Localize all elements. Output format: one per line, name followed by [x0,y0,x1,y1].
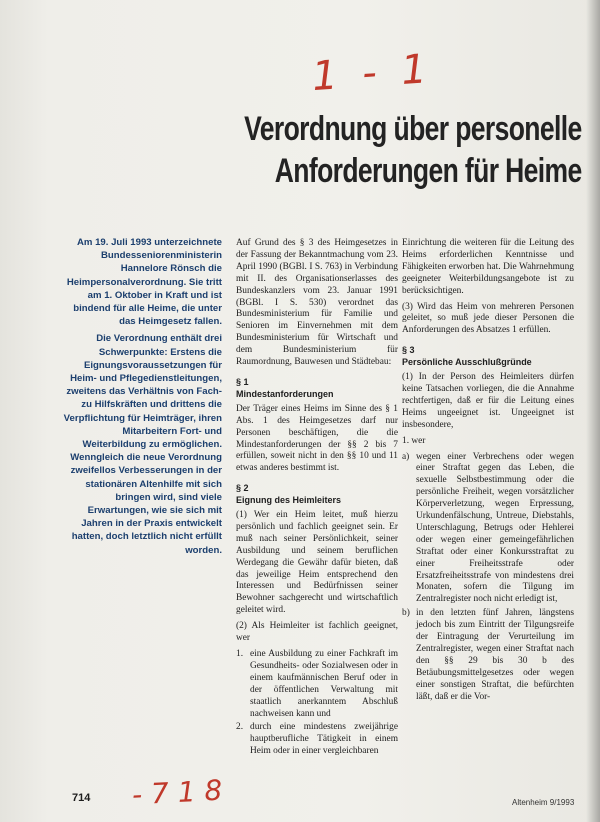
title-line-1: Verordnung über personelle [244,110,582,148]
list-item-text: eine Ausbildung zu einer Fachkraft im Gesundheits- oder Sozialwesen oder in einem kaufmännischen Beruf oder in der öffentlichen Verwaltung mit staatlich anerkanntem Abschluß nachweisen kann und [250,649,398,719]
list-item-marker: 2. [236,722,244,733]
section-3-heading [402,345,574,369]
section-3-title: Persönliche Ausschlußgründe [402,357,532,368]
section-2-heading [236,483,398,507]
page-number: 714 [72,792,91,804]
section-1-title: Mindestanforderungen [236,388,334,399]
article-title [245,108,582,192]
section-2-continuation: Einrichtung die weiteren für die Leitung des Heims erforderlichen Kenntnisse und Fähigkeiten erworben hat. Die Wahrnehmung geeigneter Weiterbildungsangebote ist zu berücksichtigen. [402,238,574,296]
section-1-text: Der Träger eines Heims im Sinne des § 1 Abs. 1 des Heimgesetzes darf nur Personen beschäftigen, die die Mindestanforderungen der §§ 2 bis 7 erfüllen, soweit nicht in den §§ 10 und 11 etwas anderes bestimmt ist. [236,403,398,474]
section-2-list [236,649,398,758]
list-item-text: durch eine mindestens zweijährige hauptberufliche Tätigkeit in einem Heim oder in einer vergleichbaren [250,722,398,757]
lead-paragraph-2: Die Verordnung enthält drei Schwerpunkte: Erstens die Eignungsvoraussetzungen für Heim- und Pflegedienstleitungen, zweitens das Verhältnis von Fach- zu Hilfskräften und drittens die Verpflichtung für Heimträger, ihren Mitarbeitern Fort- und Weiterbildung zu ermöglichen. Wenngleich die neue Verordnung zweifellos Verbesserungen in der stationären Altenhilfe mit sich bringen wird, sind viele Erwartungen, wie sie sich mit Jahren in der Praxis entwickelt hatten, doch letztlich nicht erfüllt worden. [63,333,222,556]
handwritten-note-bottom: - 7 1 8 [131,773,224,812]
list-item [402,608,574,703]
page-spine-shadow [586,0,600,822]
list-item-marker: 1. [236,649,244,659]
section-2-paragraph-2: (2) Als Heimleiter ist fachlich geeignet, wer [236,621,398,644]
preamble: Auf Grund des § 3 des Heimgesetzes in der Fassung der Bekanntmachung vom 23. April 1990 (BGBl. I S. 763) in Verbindung mit II. des Organisationserlasses des Bundeskanzlers vom 23. Januar 1991 (BGBl. I S. 530) verordnet das Bundesministerium für Familie und Senioren im Einvernehmen mit dem Bundesministerium für Wirtschaft und dem Bundesministerium für Raumordnung, Bauwesen und Städtebau: [236,238,398,368]
body-column-1 [236,238,398,761]
section-2-paragraph-3: (3) Wird das Heim von mehreren Personen geleitet, so muß jede dieser Personen die Anforderungen des Absatzes 1 erfüllen. [402,301,574,336]
list-item [236,649,398,720]
source-footer: Altenheim 9/1993 [512,798,575,807]
section-3-number: § 3 [402,345,415,356]
section-2-number: § 2 [236,483,249,494]
title-line-2: Anforderungen für Heime [275,152,582,190]
list-item-text: in den letzten fünf Jahren, längstens jedoch bis zum Eintritt der Tilgungsreife der Eintragung der Verurteilung im Zentralregister, wegen einer Straftat nach den §§ 29 bis 30 b des Betäubungsmittelgesetzes oder wegen einer sonstigen Straftat, die befürchten läßt, daß er die Vor- [416,608,574,702]
section-3-paragraph-1: (1) In der Person des Heimleiters dürfen keine Tatsachen vorliegen, die die Annahme rechtfertigen, daß er für die Leitung eines Heims ungeeignet ist. Ungeeignet ist insbesondere, [402,372,574,430]
list-item-marker: a) [402,451,410,462]
body-column-2 [402,238,574,707]
section-1-heading [236,377,398,401]
section-2-paragraph-1: (1) Wer ein Heim leitet, muß hierzu persönlich und fachlich geeignet sein. Er muß nach seiner Persönlichkeit, seiner Ausbildung und seinem beruflichen Werdegang die Gewähr dafür bieten, daß das jeweilige Heim entsprechend den Interessen und Bedürfnissen seiner Bewohner sachgerecht und wirtschaftlich geleitet wird. [236,510,398,616]
list-item [236,722,398,758]
section-3-paragraph-2: 1. wer [402,435,426,446]
list-item-marker: b) [402,608,410,619]
list-item-text: wegen einer Verbrechens oder wegen einer Straftat gegen das Leben, die sexuelle Selbstbestimmung oder die persönliche Freiheit, wegen vorsätzlicher Körperverletzung, wegen Erpressung, Urkundenfälschung, Untreue, Diebstahls, Unterschlagung, Betrugs oder Hehlerei oder wegen einer gemeingefährlichen Straftat oder einer Konkursstraftat zu einer Freiheitsstrafe oder Ersatzfreiheitsstrafe von mindestens drei Monaten, sofern die Tilgung im Zentralregister noch nicht erledigt ist, [416,451,574,605]
section-2-title: Eignung des Heimleiters [236,495,342,506]
handwritten-note-top: 1 - 1 [310,45,435,101]
section-1-number: § 1 [236,376,249,387]
lead-summary [60,236,222,561]
list-item [402,452,574,607]
lead-paragraph-1: Am 19. Juli 1993 unterzeichnete Bundesseniorenministerin Hannelore Rönsch die Heimpersonalverordnung. Sie tritt am 1. Oktober in Kraft und ist bindend für alle Heime, die unter das Heimgesetz fallen. [66,237,222,328]
section-3-list [402,452,574,704]
